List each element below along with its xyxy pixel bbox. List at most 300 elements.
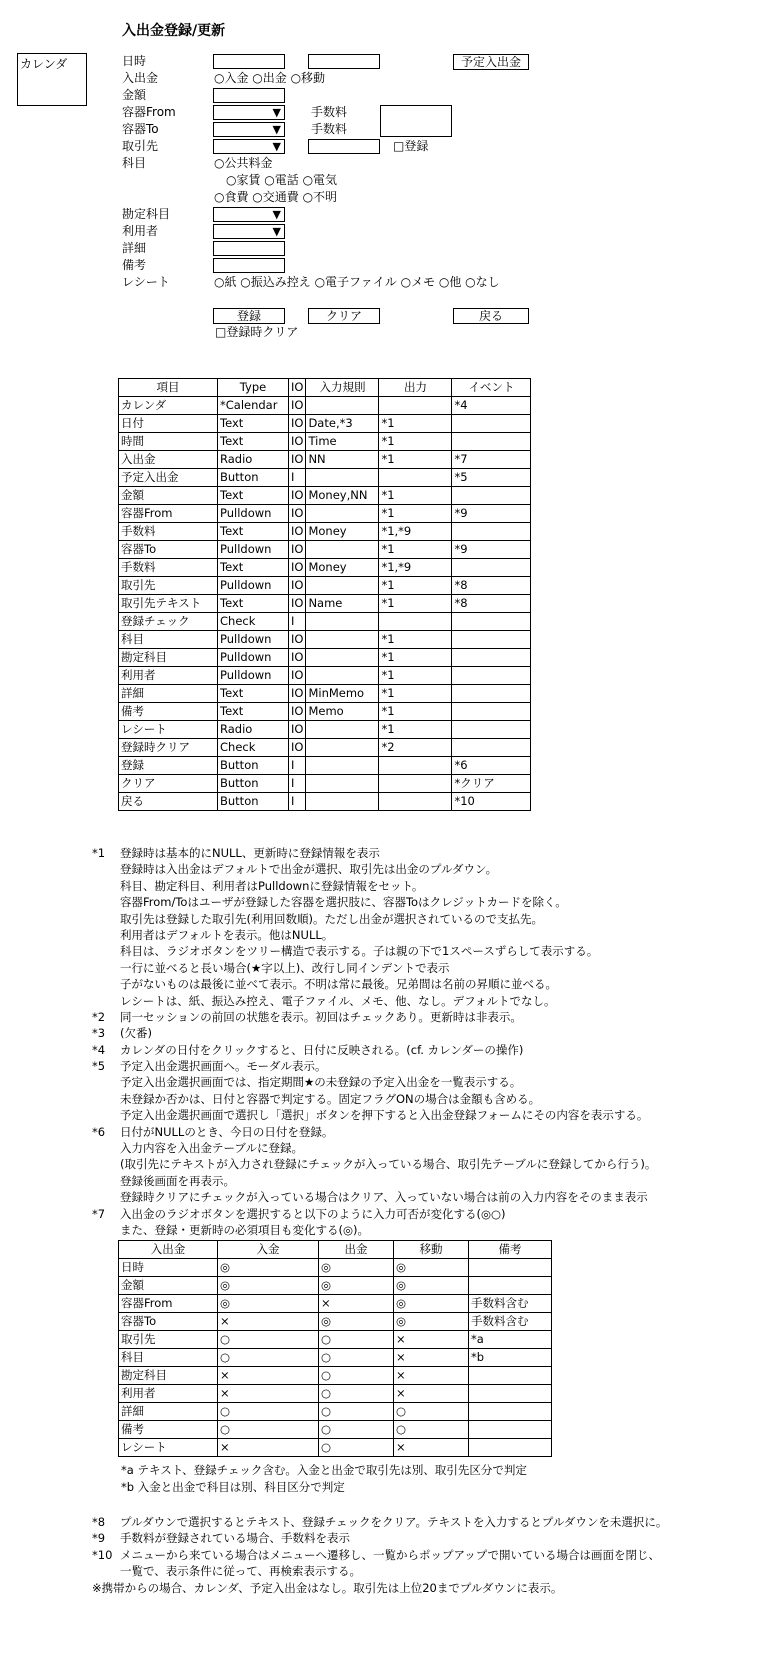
table-cell: 勘定科目 bbox=[119, 1367, 218, 1385]
table-cell: Button bbox=[218, 757, 289, 775]
table-cell bbox=[452, 559, 531, 577]
note-line bbox=[92, 911, 762, 927]
table-cell: Text bbox=[218, 433, 289, 451]
table-cell: Button bbox=[218, 793, 289, 811]
note-line bbox=[92, 1206, 762, 1222]
note-key: *5 bbox=[92, 1059, 106, 1074]
header-cell: 出金 bbox=[319, 1241, 394, 1259]
header-cell: イベント bbox=[452, 379, 531, 397]
note-line bbox=[92, 1107, 762, 1123]
remarks-input[interactable] bbox=[213, 258, 285, 273]
table-cell bbox=[452, 667, 531, 685]
table-cell: ○ bbox=[319, 1421, 394, 1439]
table-cell: 登録 bbox=[119, 757, 218, 775]
table-cell: *4 bbox=[452, 397, 531, 415]
date-input[interactable] bbox=[213, 54, 285, 69]
table-cell bbox=[469, 1421, 552, 1439]
table-cell: IO bbox=[289, 433, 306, 451]
table-cell: *10 bbox=[452, 793, 531, 811]
inout-radio-group[interactable]: ○入金 ○出金 ○移動 bbox=[214, 71, 326, 85]
table-cell bbox=[306, 541, 379, 559]
note-line bbox=[92, 845, 762, 861]
table-row bbox=[119, 541, 531, 559]
items-table bbox=[118, 378, 531, 811]
table-cell: IO bbox=[289, 559, 306, 577]
table-cell: × bbox=[319, 1295, 394, 1313]
table-cell: ○ bbox=[319, 1367, 394, 1385]
table-cell bbox=[452, 487, 531, 505]
note-text: メニューから来ている場合はメニューへ遷移し、一覧からポップアップで開いている場合は画面を閉じ、 bbox=[120, 1547, 661, 1562]
table-cell: Button bbox=[218, 775, 289, 793]
table-cell: クリア bbox=[119, 775, 218, 793]
table-row bbox=[119, 1277, 552, 1295]
note-line bbox=[92, 1025, 762, 1041]
subject-radio-row-2[interactable]: ○家賃 ○電話 ○電気 bbox=[226, 173, 338, 187]
note-line bbox=[92, 894, 762, 910]
table-cell: Pulldown bbox=[218, 577, 289, 595]
note-text: 登録後画面を再表示。 bbox=[120, 1173, 235, 1188]
table-row bbox=[119, 685, 531, 703]
table-row bbox=[119, 397, 531, 415]
table-cell: ○ bbox=[319, 1403, 394, 1421]
table-cell bbox=[306, 667, 379, 685]
table-row bbox=[119, 721, 531, 739]
table-row bbox=[119, 433, 531, 451]
table-cell: *1,*9 bbox=[379, 523, 452, 541]
table-cell: ○ bbox=[218, 1349, 319, 1367]
table-cell: Check bbox=[218, 739, 289, 757]
table-row bbox=[119, 523, 531, 541]
table-cell: レシート bbox=[119, 721, 218, 739]
table-cell: Time bbox=[306, 433, 379, 451]
note-text: 一行に並べると長い場合(★字以上)、改行し同インデントで表示 bbox=[120, 960, 450, 975]
table-cell: ○ bbox=[218, 1331, 319, 1349]
note-line bbox=[92, 1009, 762, 1025]
table-cell: 金額 bbox=[119, 487, 218, 505]
table-cell bbox=[452, 703, 531, 721]
note-text: 未登録か否かは、日付と容器で判定する。固定フラグONの場合は金額も含める。 bbox=[120, 1091, 541, 1106]
table-cell: ○ bbox=[319, 1331, 394, 1349]
label-amount: 金額 bbox=[122, 88, 147, 102]
table-cell: Text bbox=[218, 685, 289, 703]
table-cell: Pulldown bbox=[218, 541, 289, 559]
table-cell: 容器From bbox=[119, 505, 218, 523]
table-cell bbox=[306, 649, 379, 667]
header-cell: IO bbox=[289, 379, 306, 397]
table-cell: 登録チェック bbox=[119, 613, 218, 631]
table-row bbox=[119, 1349, 552, 1367]
table-cell: *1 bbox=[379, 667, 452, 685]
table-cell bbox=[469, 1439, 552, 1457]
table-cell: *1 bbox=[379, 541, 452, 559]
note-line bbox=[92, 1173, 762, 1189]
table-cell: レシート bbox=[119, 1439, 218, 1457]
scheduled-inout-button[interactable]: 予定入出金 bbox=[453, 54, 529, 70]
note-line bbox=[92, 993, 762, 1009]
table-cell: *5 bbox=[452, 469, 531, 487]
table-cell: カレンダ bbox=[119, 397, 218, 415]
table-cell bbox=[379, 757, 452, 775]
note-line bbox=[92, 861, 762, 877]
header-cell: 移動 bbox=[394, 1241, 469, 1259]
table-cell bbox=[306, 793, 379, 811]
table-header-row bbox=[119, 1241, 552, 1259]
chevron-down-icon: ▼ bbox=[272, 123, 281, 136]
label-inout: 入出金 bbox=[122, 71, 159, 85]
label-detail: 詳細 bbox=[122, 241, 147, 255]
table-cell: ○ bbox=[394, 1421, 469, 1439]
note-text: 日付がNULLのとき、今日の日付を登録。 bbox=[120, 1124, 334, 1139]
table-cell: *Calendar bbox=[218, 397, 289, 415]
table-cell: 容器To bbox=[119, 1313, 218, 1331]
header-cell: 項目 bbox=[119, 379, 218, 397]
table-cell bbox=[452, 631, 531, 649]
note-text: 容器From/Toはユーザが登録した容器を選択肢に、容器Toはクレジットカードを除く。 bbox=[120, 895, 567, 910]
note-line bbox=[92, 1189, 762, 1205]
chevron-down-icon: ▼ bbox=[272, 225, 281, 238]
table-cell: *7 bbox=[452, 451, 531, 469]
table-row bbox=[119, 415, 531, 433]
table-cell: 取引先テキスト bbox=[119, 595, 218, 613]
table-cell: 入出金 bbox=[119, 451, 218, 469]
table-cell bbox=[452, 415, 531, 433]
table-cell: 手数料含む bbox=[469, 1295, 552, 1313]
label-datetime: 日時 bbox=[122, 54, 147, 68]
table-cell: Money,NN bbox=[306, 487, 379, 505]
note-line bbox=[92, 878, 762, 894]
table-cell: 戻る bbox=[119, 793, 218, 811]
table-cell bbox=[452, 523, 531, 541]
table-cell: IO bbox=[289, 487, 306, 505]
note-key: *3 bbox=[92, 1026, 106, 1041]
note-text: 予定入出金選択画面へ。モーダル表示。 bbox=[120, 1059, 327, 1074]
notes-section-1 bbox=[92, 845, 762, 1238]
note-key: *6 bbox=[92, 1124, 106, 1139]
note-line bbox=[92, 1140, 762, 1156]
table-cell: Memo bbox=[306, 703, 379, 721]
table-cell: ○ bbox=[218, 1403, 319, 1421]
note-text: 一覧で、表示条件に従って、再検索表示する。 bbox=[120, 1564, 362, 1579]
table-cell: ○ bbox=[218, 1421, 319, 1439]
table-row bbox=[119, 487, 531, 505]
fee-from-input[interactable] bbox=[380, 105, 452, 137]
table-cell bbox=[452, 721, 531, 739]
table-cell: *1 bbox=[379, 433, 452, 451]
clear-button[interactable]: クリア bbox=[308, 308, 380, 324]
table-cell: ○ bbox=[319, 1439, 394, 1457]
table-cell: *1 bbox=[379, 487, 452, 505]
table-row bbox=[119, 1295, 552, 1313]
table-cell: Radio bbox=[218, 451, 289, 469]
table-cell: × bbox=[218, 1439, 319, 1457]
table-cell bbox=[379, 775, 452, 793]
table-cell: *a bbox=[469, 1331, 552, 1349]
note-text: 科目は、ラジオボタンをツリー構造で表示する。子は親の下で1スペースずらして表示する。 bbox=[120, 944, 599, 959]
receipt-radio-group[interactable]: ○紙 ○振込み控え ○電子ファイル ○メモ ○他 ○なし bbox=[214, 275, 500, 289]
partner-text-input[interactable] bbox=[308, 139, 380, 154]
fee-to-label: 手数料 bbox=[311, 122, 348, 136]
table-cell bbox=[379, 793, 452, 811]
table-cell: I bbox=[289, 469, 306, 487]
chevron-down-icon: ▼ bbox=[272, 106, 281, 119]
note-text: レシートは、紙、振込み控え、電子ファイル、メモ、他、なし。デフォルトでなし。 bbox=[120, 993, 556, 1008]
table-cell bbox=[452, 433, 531, 451]
note-line bbox=[92, 1156, 762, 1172]
table-cell: *8 bbox=[452, 595, 531, 613]
header-cell: 入力規則 bbox=[306, 379, 379, 397]
table-cell bbox=[379, 397, 452, 415]
partner-dropdown[interactable] bbox=[213, 139, 285, 154]
table-cell: 備考 bbox=[119, 703, 218, 721]
table-row bbox=[119, 739, 531, 757]
table-cell: 科目 bbox=[119, 631, 218, 649]
table-row bbox=[119, 1421, 552, 1439]
calendar-widget[interactable]: カレンダ bbox=[17, 53, 87, 106]
detail-input[interactable] bbox=[213, 241, 285, 256]
table-cell: × bbox=[394, 1439, 469, 1457]
table-cell bbox=[379, 613, 452, 631]
table-row bbox=[119, 703, 531, 721]
table-cell: 予定入出金 bbox=[119, 469, 218, 487]
table-cell: 詳細 bbox=[119, 1403, 218, 1421]
table-cell: 容器From bbox=[119, 1295, 218, 1313]
table-cell: 利用者 bbox=[119, 667, 218, 685]
table-cell: ◎ bbox=[394, 1313, 469, 1331]
table-cell: × bbox=[394, 1331, 469, 1349]
time-input[interactable] bbox=[308, 54, 380, 69]
table-cell: IO bbox=[289, 595, 306, 613]
table-cell: *1 bbox=[379, 631, 452, 649]
note-line bbox=[92, 1530, 762, 1546]
table-cell: Money bbox=[306, 559, 379, 577]
note-text: 予定入出金選択画面では、指定期間★の未登録の予定入出金を一覧表示する。 bbox=[120, 1075, 522, 1090]
table-row bbox=[119, 559, 531, 577]
note-key: *9 bbox=[92, 1531, 106, 1546]
table-cell: 勘定科目 bbox=[119, 649, 218, 667]
table-cell: IO bbox=[289, 577, 306, 595]
table-cell: *9 bbox=[452, 505, 531, 523]
label-account: 勘定科目 bbox=[122, 207, 171, 221]
container-from-dropdown[interactable] bbox=[213, 105, 285, 120]
page-title: 入出金登録/更新 bbox=[122, 23, 226, 39]
table-cell: ○ bbox=[394, 1403, 469, 1421]
table-row bbox=[119, 667, 531, 685]
label-container-to: 容器To bbox=[122, 122, 159, 136]
table-cell: Pulldown bbox=[218, 667, 289, 685]
table-cell: Text bbox=[218, 595, 289, 613]
container-to-dropdown[interactable] bbox=[213, 122, 285, 137]
matrix-note-b: *b 入金と出金で科目は別、科目区分で判定 bbox=[121, 1480, 345, 1494]
note-text: (欠番) bbox=[120, 1026, 152, 1041]
table-cell bbox=[306, 739, 379, 757]
note-line bbox=[92, 1091, 762, 1107]
table-cell: NN bbox=[306, 451, 379, 469]
subject-radio-row-1[interactable]: ○公共料金 bbox=[214, 156, 273, 170]
table-row bbox=[119, 577, 531, 595]
note-text: 同一セッションの前回の状態を表示。初回はチェックあり。更新時は非表示。 bbox=[120, 1009, 522, 1024]
table-row bbox=[119, 793, 531, 811]
table-cell: IO bbox=[289, 631, 306, 649]
header-cell: 備考 bbox=[469, 1241, 552, 1259]
table-cell: Text bbox=[218, 487, 289, 505]
table-row bbox=[119, 1331, 552, 1349]
table-cell: 手数料 bbox=[119, 559, 218, 577]
table-cell: *1,*9 bbox=[379, 559, 452, 577]
table-cell bbox=[306, 577, 379, 595]
fee-from-label: 手数料 bbox=[311, 105, 348, 119]
note-line bbox=[92, 960, 762, 976]
table-cell: Text bbox=[218, 523, 289, 541]
table-cell: 手数料 bbox=[119, 523, 218, 541]
table-row bbox=[119, 1385, 552, 1403]
table-cell: 日付 bbox=[119, 415, 218, 433]
table-cell: IO bbox=[289, 649, 306, 667]
table-row bbox=[119, 613, 531, 631]
table-cell: Money bbox=[306, 523, 379, 541]
table-cell: 登録時クリア bbox=[119, 739, 218, 757]
table-cell bbox=[469, 1385, 552, 1403]
table-cell bbox=[306, 757, 379, 775]
table-cell: 備考 bbox=[119, 1421, 218, 1439]
table-cell: × bbox=[218, 1367, 319, 1385]
note-text: (取引先にテキストが入力され登録にチェックが入っている場合、取引先テーブルに登録してから行う)。 bbox=[120, 1157, 657, 1172]
register-button[interactable]: 登録 bbox=[213, 308, 285, 324]
table-cell: *b bbox=[469, 1349, 552, 1367]
table-cell: IO bbox=[289, 721, 306, 739]
table-cell: Button bbox=[218, 469, 289, 487]
table-cell bbox=[452, 613, 531, 631]
table-cell: Pulldown bbox=[218, 505, 289, 523]
table-cell: Date,*3 bbox=[306, 415, 379, 433]
note-line bbox=[92, 1074, 762, 1090]
note-line bbox=[92, 1563, 762, 1579]
table-cell: *1 bbox=[379, 451, 452, 469]
table-cell: ◎ bbox=[319, 1313, 394, 1331]
note-key: *10 bbox=[92, 1547, 113, 1562]
table-row bbox=[119, 775, 531, 793]
note-line bbox=[92, 927, 762, 943]
table-cell: 科目 bbox=[119, 1349, 218, 1367]
inout-matrix-table bbox=[118, 1240, 552, 1457]
table-cell bbox=[469, 1403, 552, 1421]
label-remarks: 備考 bbox=[122, 258, 147, 272]
table-cell bbox=[306, 613, 379, 631]
register-partner-checkbox[interactable]: □登録 bbox=[393, 139, 429, 153]
table-row bbox=[119, 505, 531, 523]
table-cell: 金額 bbox=[119, 1277, 218, 1295]
table-cell bbox=[306, 505, 379, 523]
back-button[interactable]: 戻る bbox=[453, 308, 529, 324]
table-cell: Name bbox=[306, 595, 379, 613]
label-partner: 取引先 bbox=[122, 139, 159, 153]
table-cell: I bbox=[289, 775, 306, 793]
note-key: *8 bbox=[92, 1515, 106, 1529]
table-cell: IO bbox=[289, 397, 306, 415]
table-cell: I bbox=[289, 757, 306, 775]
table-cell bbox=[452, 685, 531, 703]
note-text: 登録時は入出金はデフォルトで出金が選択、取引先は出金のプルダウン。 bbox=[120, 862, 498, 877]
table-row bbox=[119, 631, 531, 649]
table-cell bbox=[452, 649, 531, 667]
table-cell: Pulldown bbox=[218, 649, 289, 667]
table-row bbox=[119, 595, 531, 613]
table-cell: × bbox=[218, 1313, 319, 1331]
table-cell: ◎ bbox=[218, 1277, 319, 1295]
table-header-row bbox=[119, 379, 531, 397]
table-cell: *1 bbox=[379, 703, 452, 721]
table-cell: Pulldown bbox=[218, 631, 289, 649]
table-cell bbox=[306, 469, 379, 487]
amount-input[interactable] bbox=[213, 88, 285, 103]
note-line bbox=[92, 1058, 762, 1074]
note-text: カレンダの日付をクリックすると、日付に反映される。(cf. カレンダーの操作) bbox=[120, 1042, 524, 1057]
clear-on-register-checkbox[interactable]: □登録時クリア bbox=[215, 325, 299, 339]
table-cell: *1 bbox=[379, 685, 452, 703]
table-cell: ◎ bbox=[218, 1295, 319, 1313]
table-cell bbox=[306, 631, 379, 649]
subject-radio-row-3[interactable]: ○食費 ○交通費 ○不明 bbox=[214, 190, 338, 204]
note-text: また、登録・更新時の必須項目も変化する(◎)。 bbox=[120, 1222, 370, 1237]
table-cell: *6 bbox=[452, 757, 531, 775]
table-cell: × bbox=[394, 1385, 469, 1403]
table-cell: *1 bbox=[379, 595, 452, 613]
table-cell: *1 bbox=[379, 721, 452, 739]
table-cell: IO bbox=[289, 451, 306, 469]
note-text: 予定入出金選択画面で選択し「選択」ボタンを押下すると入出金登録フォームにその内容を表示する。 bbox=[120, 1108, 649, 1123]
account-dropdown[interactable] bbox=[213, 207, 285, 222]
table-row bbox=[119, 1439, 552, 1457]
table-cell bbox=[379, 469, 452, 487]
table-cell: *9 bbox=[452, 541, 531, 559]
table-cell: I bbox=[289, 793, 306, 811]
table-cell: I bbox=[289, 613, 306, 631]
table-cell bbox=[306, 775, 379, 793]
note-text: 手数料が登録されている場合、手数料を表示 bbox=[120, 1531, 350, 1546]
table-cell: ○ bbox=[319, 1349, 394, 1367]
table-cell: 時間 bbox=[119, 433, 218, 451]
table-cell: 容器To bbox=[119, 541, 218, 559]
note-text: 登録時は基本的にNULL、更新時に登録情報を表示 bbox=[120, 846, 380, 860]
label-receipt: レシート bbox=[122, 275, 170, 289]
table-cell: 利用者 bbox=[119, 1385, 218, 1403]
table-cell: IO bbox=[289, 667, 306, 685]
table-cell: 取引先 bbox=[119, 1331, 218, 1349]
note-text: 子がないものは最後に並べて表示。不明は常に最後。兄弟間は名前の昇順に並べる。 bbox=[120, 977, 557, 992]
user-dropdown[interactable] bbox=[213, 224, 285, 239]
note-text: 取引先は登録した取引先(利用回数順)。ただし出金が選択されているので支払先。 bbox=[120, 911, 543, 926]
table-cell: Text bbox=[218, 703, 289, 721]
table-cell: IO bbox=[289, 739, 306, 757]
table-cell bbox=[469, 1277, 552, 1295]
table-cell: *8 bbox=[452, 577, 531, 595]
table-cell bbox=[306, 721, 379, 739]
table-cell: *1 bbox=[379, 505, 452, 523]
table-cell: *1 bbox=[379, 415, 452, 433]
note-key: *4 bbox=[92, 1042, 106, 1057]
table-cell bbox=[469, 1367, 552, 1385]
header-cell: 入出金 bbox=[119, 1241, 218, 1259]
table-row bbox=[119, 649, 531, 667]
label-user: 利用者 bbox=[122, 224, 159, 238]
note-line bbox=[92, 1514, 762, 1530]
chevron-down-icon: ▼ bbox=[272, 208, 281, 221]
table-cell: ◎ bbox=[319, 1259, 394, 1277]
table-cell: ◎ bbox=[218, 1259, 319, 1277]
table-cell: IO bbox=[289, 703, 306, 721]
final-note: ※携帯からの場合、カレンダ、予定入出金はなし。取引先は上位20までプルダウンに表示。 bbox=[92, 1581, 563, 1595]
table-cell: 日時 bbox=[119, 1259, 218, 1277]
note-key: *1 bbox=[92, 846, 106, 860]
